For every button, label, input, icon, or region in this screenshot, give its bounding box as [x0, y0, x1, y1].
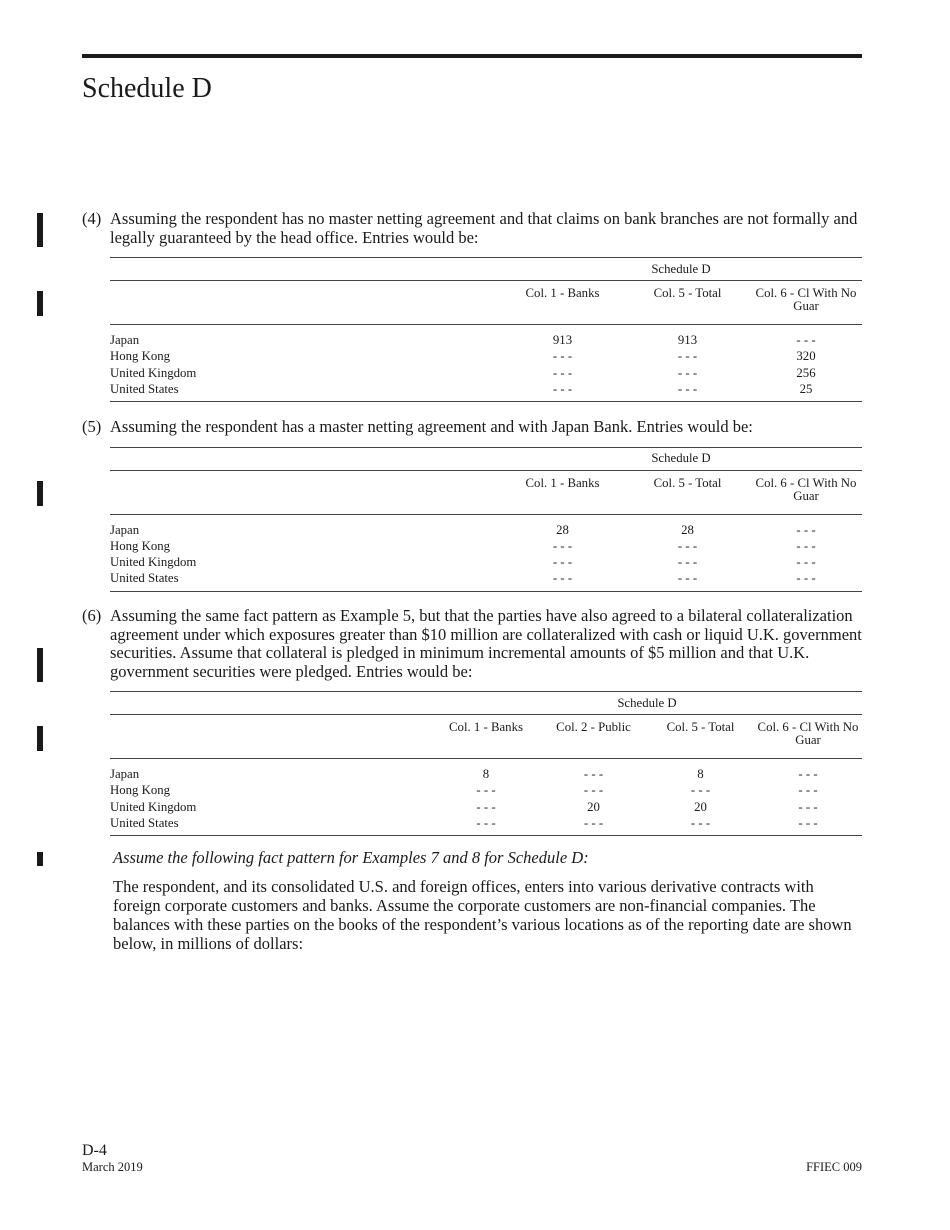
cell: 20 — [694, 799, 707, 814]
group-header: Schedule D — [500, 258, 862, 281]
group-header: Schedule D — [500, 447, 862, 470]
row-label: Hong Kong — [110, 349, 171, 364]
example-number: (4) — [82, 209, 102, 228]
cell: - - - — [476, 783, 496, 798]
cell: - - - — [798, 783, 818, 798]
cell: - - - — [500, 570, 625, 591]
group-header: Schedule D — [432, 692, 862, 715]
table-row — [110, 554, 862, 570]
change-bar — [37, 481, 43, 506]
empty-header-cell — [110, 470, 500, 514]
cell: - - - — [647, 815, 754, 836]
cell: 28 — [681, 522, 694, 537]
cell: - - - — [796, 333, 816, 347]
example-4 — [82, 210, 862, 402]
cell: - - - — [476, 799, 496, 814]
column-header: Col. 6 - Cl With No Guar — [754, 715, 862, 759]
change-bar — [37, 291, 43, 316]
table-row — [110, 538, 862, 554]
schedule-d-table-6 — [110, 691, 862, 836]
empty-header-cell — [110, 715, 432, 759]
cell: - - - — [796, 538, 816, 553]
schedule-d-table-4 — [110, 257, 862, 402]
column-header: Col. 2 - Public — [540, 715, 647, 759]
cell: 913 — [677, 333, 698, 347]
cell: 20 — [587, 799, 600, 814]
table-row — [110, 348, 862, 364]
column-header: Col. 5 - Total — [625, 470, 750, 514]
example-5 — [82, 418, 862, 592]
cell: - - - — [432, 815, 540, 836]
cell: - - - — [677, 538, 698, 553]
footer-left — [82, 1142, 143, 1174]
cell: - - - — [583, 767, 604, 781]
row-label: Japan — [110, 522, 140, 537]
example-text: Assuming the respondent has a master netting agreement and with Japan Bank. Entries would be: — [110, 417, 753, 436]
example-text: Assuming the respondent has no master netting agreement and that claims on bank branches are not formally and legally guaranteed by the head office. Entries would be: — [110, 209, 858, 247]
cell: - - - — [552, 365, 573, 380]
cell: - - - — [552, 349, 573, 364]
row-label: United Kingdom — [110, 365, 197, 380]
fact-pattern-note: Assume the following fact pattern for Examples 7 and 8 for Schedule D: — [113, 848, 589, 867]
example-6 — [82, 607, 862, 836]
row-label: United States — [110, 381, 500, 402]
example-text: Assuming the same fact pattern as Example 5, but that the parties have also agreed to a bilateral collateralization agreement under which exposures greater than $10 million are collateralized with cash or liquid U.K. government securities. Assume that collateral is pledged in minimum incremental amounts of $5 million and that U.K. government securities were pledged. Entries would be: — [110, 606, 862, 681]
cell: - - - — [754, 815, 862, 836]
cell: 28 — [556, 522, 569, 537]
cell: - - - — [500, 381, 625, 402]
column-header: Col. 6 - Cl With No Guar — [750, 470, 862, 514]
empty-header-cell — [110, 281, 500, 325]
footer-date: March 2019 — [82, 1160, 143, 1174]
page-title: Schedule D — [82, 73, 212, 104]
row-label: Hong Kong — [110, 538, 171, 553]
cell: - - - — [552, 555, 573, 570]
example-number: (6) — [82, 606, 102, 625]
cell: 320 — [796, 349, 816, 364]
table-row — [110, 759, 862, 783]
cell: - - - — [677, 349, 698, 364]
table-row — [110, 514, 862, 538]
change-bar — [37, 213, 43, 247]
row-label: Hong Kong — [110, 783, 171, 798]
column-header: Col. 1 - Banks — [500, 470, 625, 514]
cell: - - - — [677, 365, 698, 380]
cell: - - - — [552, 538, 573, 553]
cell: - - - — [796, 555, 816, 570]
change-bar — [37, 726, 43, 751]
cell: - - - — [540, 815, 647, 836]
cell: - - - — [625, 381, 750, 402]
row-label: United States — [110, 815, 432, 836]
table-row — [110, 570, 862, 591]
row-label: United Kingdom — [110, 555, 197, 570]
change-bar — [37, 852, 43, 866]
row-label: Japan — [110, 333, 140, 347]
empty-header-cell — [110, 258, 500, 281]
fact-pattern-paragraph: The respondent, and its consolidated U.S. and foreign offices, enters into various derivative contracts with foreign corporate customers and banks. Assume the corporate customers are non-financial companies. The balances with these parties on the books of the respondent’s various locations as of the reporting date are shown below, in millions of dollars: — [113, 877, 852, 953]
table-row — [110, 815, 862, 836]
cell: - - - — [750, 570, 862, 591]
cell: - - - — [796, 522, 816, 537]
table-row — [110, 799, 862, 815]
column-header: Col. 5 - Total — [625, 281, 750, 325]
table-row — [110, 365, 862, 381]
column-header: Col. 1 - Banks — [432, 715, 540, 759]
column-header: Col. 1 - Banks — [500, 281, 625, 325]
row-label: Japan — [110, 767, 140, 781]
top-rule — [82, 54, 862, 58]
cell: - - - — [677, 555, 698, 570]
empty-header-cell — [110, 447, 500, 470]
column-header: Col. 5 - Total — [647, 715, 754, 759]
empty-header-cell — [110, 692, 432, 715]
schedule-d-table-5 — [110, 447, 862, 592]
cell: 256 — [796, 365, 816, 380]
cell: - - - — [583, 783, 604, 798]
page-number: D-4 — [82, 1142, 107, 1159]
cell: - - - — [625, 570, 750, 591]
cell: 913 — [552, 333, 573, 347]
cell: 8 — [482, 767, 490, 781]
row-label: United Kingdom — [110, 799, 197, 814]
cell: - - - — [690, 783, 711, 798]
table-row — [110, 381, 862, 402]
table-row — [110, 782, 862, 798]
cell: - - - — [798, 799, 818, 814]
column-header: Col. 6 - Cl With No Guar — [750, 281, 862, 325]
cell: 25 — [750, 381, 862, 402]
table-row — [110, 325, 862, 349]
row-label: United States — [110, 570, 500, 591]
form-name: FFIEC 009 — [806, 1160, 862, 1174]
cell: 8 — [697, 767, 704, 781]
change-bar — [37, 648, 43, 682]
example-number: (5) — [82, 417, 102, 436]
cell: - - - — [798, 767, 818, 781]
